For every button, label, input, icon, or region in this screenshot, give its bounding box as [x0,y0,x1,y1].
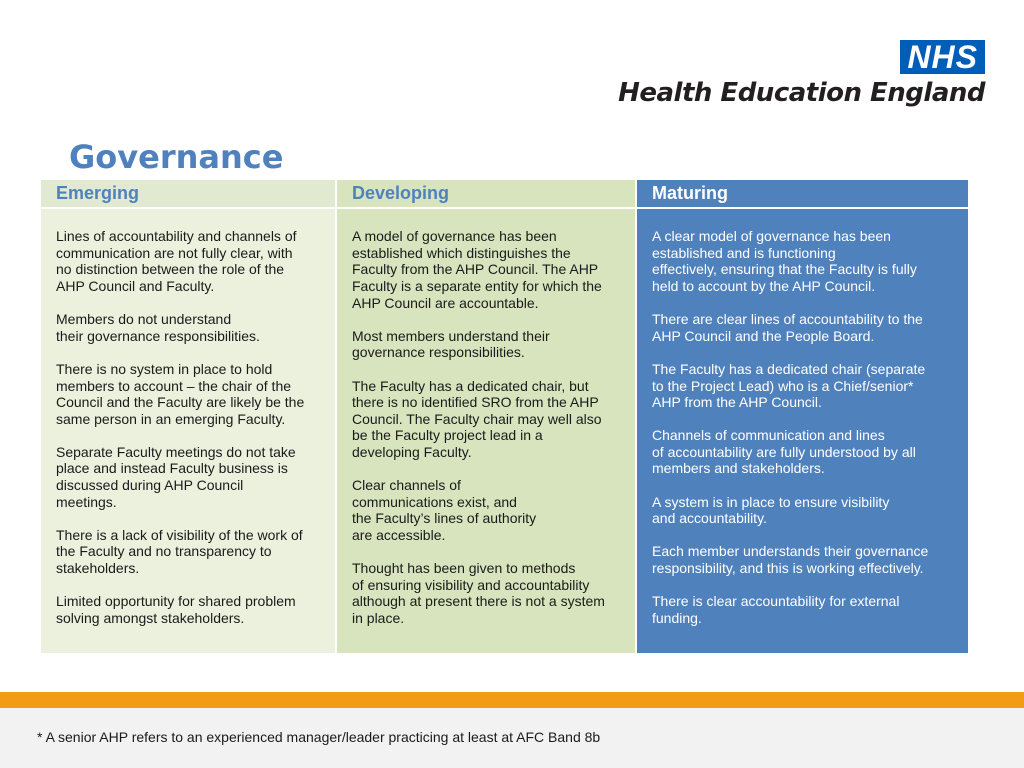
column-body-emerging [41,209,335,653]
maturing-paragraph: There is clear accountability for external funding. [652,593,900,626]
maturing-paragraph: A system is in place to ensure visibility and accountability. [652,493,890,527]
emerging-paragraph: There is no system in place to hold members to account – the chair of the Council and the Faculty are likely be the same person in an emerging Faculty. [56,360,305,427]
column-maturing [637,180,968,653]
column-emerging [41,180,335,653]
hee-logo [618,40,985,108]
org-name: Health Education England [618,78,985,108]
developing-paragraph: Clear channels of communications exist, and the Faculty’s lines of authority are accessible. [352,477,537,543]
emerging-paragraph: There is a lack of visibility of the work of the Faculty and no transparency to stakeholders. [56,526,303,577]
column-body-developing [337,209,635,653]
developing-paragraph: Thought has been given to methods of ensuring visibility and accountability although at present there is not a system in place. [352,560,605,626]
maturing-paragraph: There are clear lines of accountability to the AHP Council and the People Board. [652,311,923,344]
developing-paragraph: The Faculty has a dedicated chair, but there is no identified SRO from the AHP Council. The Faculty chair may well also be the Faculty project lead in a developing Faculty. [352,377,602,460]
emerging-paragraph: Lines of accountability and channels of communication are not fully clear, with no distinction between the role of the AHP Council and Faculty. [56,228,297,294]
maturing-paragraph: Each member understands their governance responsibility, and this is working effectively. [652,543,929,577]
column-developing [337,180,635,653]
emerging-paragraph: Members do not understand their governance responsibilities. [56,311,260,344]
column-header-emerging: Emerging [41,180,335,209]
maturing-paragraph: The Faculty has a dedicated chair (separate to the Project Lead) who is a Chief/senior* AHP from the AHP Council. [652,360,926,411]
developing-paragraph: Most members understand their governance responsibilities. [352,327,550,361]
footnote: * A senior AHP refers to an experienced manager/leader practicing at least at AFC Band 8b [37,729,601,745]
column-header-developing: Developing [337,180,635,209]
maturity-grid [41,180,968,653]
column-header-maturing: Maturing [637,180,968,209]
column-body-maturing [637,209,968,653]
nhs-logo: NHS [900,40,985,74]
emerging-paragraph: Limited opportunity for shared problem solving amongst stakeholders. [56,593,296,626]
emerging-paragraph: Separate Faculty meetings do not take place and instead Faculty business is discussed during AHP Council meetings. [56,443,296,510]
page-title: Governance [69,138,284,176]
maturing-paragraph: Channels of communication and lines of accountability are fully understood by all members and stakeholders. [652,427,916,477]
developing-paragraph: A model of governance has been established which distinguishes the Faculty from the AHP Council. The AHP Faculty is a separate entity for which the AHP Council are accountable. [352,228,602,311]
maturing-paragraph: A clear model of governance has been established and is functioning effectively, ensuring that the Faculty is fully held to account by the AHP Council. [652,228,917,294]
